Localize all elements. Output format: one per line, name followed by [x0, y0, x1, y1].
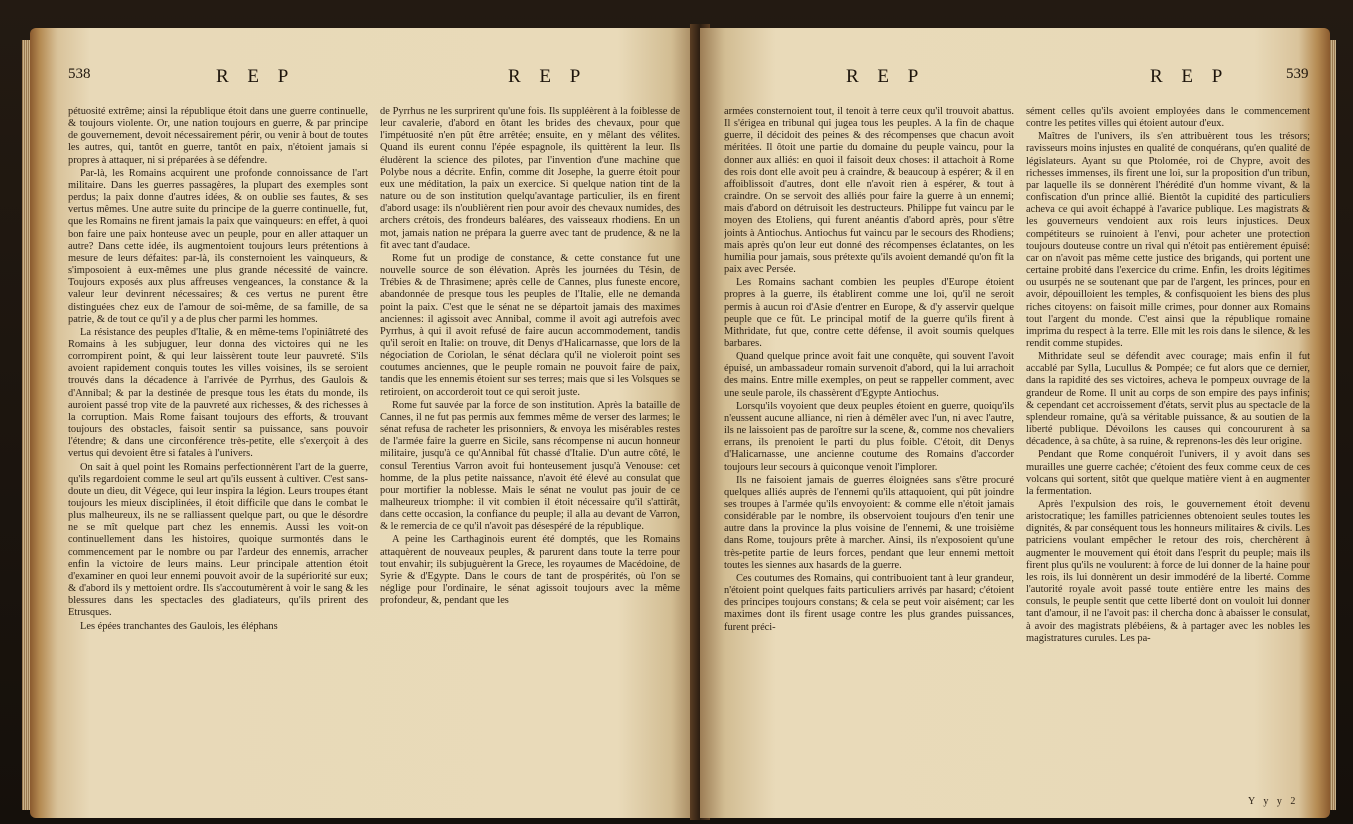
left-page [30, 28, 698, 818]
paragraph: Après l'expulsion des rois, le gouvernement étoit devenu aristocratique; les familles patriciennes obtenoient seules toutes les dignités, & par conséquent tous les honneurs militaires & civils. Les patriciens voulant empêcher le retour des rois, cherchèrent à augmenter le mouvement qui étoit dans l'esprit du peuple; mais ils firent plus qu'ils ne voulurent: à force de lui donner de la haine pour les rois, ils lui donnèrent un desir immodéré de la liberté. Comme l'autorité royale avoit passé toute entière entre les mains des consuls, le peuple sentit que cette liberté dont on vouloit lui donner tant d'amour, il ne l'avoit pas: il chercha donc à abaisser le consulat, à avoir des magistrats plébéiens, & à partager avec les nobles les magistratures curules. Les pa- [1026, 499, 1310, 644]
paragraph: On sait à quel point les Romains perfectionnèrent l'art de la guerre, qu'ils regardoient comme le seul art qu'ils eussent à cultiver. C'est sans-doute un dieu, dit Végece, qui leur inspira la légion. Leurs troupes étant toujours les mieux disciplinées, il étoit difficile que dans le combat le plus malheureux, ils ne se ralliassent quelque part, ou que le désordre ne se mît quelque part chez les ennemis. Aussi les voit-on continuellement dans les histoires, quoique surmontés dans le commencement par le nombre ou par l'ardeur des ennemis, arracher enfin la victoire de leurs mains. Leur principale attention étoit d'examiner en quoi leur ennemi pouvoit avoir de la supériorité sur eux; & d'abord ils y mettoient ordre. Ils s'accoutumèrent à voir le sang & les blessures dans les spectacles des gladiateurs, qu'ils prirent des Etrusques. [68, 461, 368, 619]
paragraph: Pendant que Rome conquéroit l'univers, il y avoit dans ses murailles une guerre cachée; c'étoient des feux comme ceux de ces volcans qui sortent, sitôt que quelque matière vient à en augmenter la fermentation. [1026, 449, 1310, 497]
paragraph: Maîtres de l'univers, ils s'en attribuèrent tous les trésors; ravisseurs moins injustes en qualité de conquérans, qu'en qualité de législateurs. Ayant su que Ptolomée, roi de Chypre, avoit des richesses immenses, ils firent une loi, sur la proposition d'un tribun, par laquelle ils se donnèrent l'hérédité d'un homme vivant, & la confiscation d'un prince allié. Bientôt la cupidité des particuliers acheva ce qui avoit échappé à l'avarice publique. Les magistrats & les gouverneurs vendoient aux rois leurs injustices. Deux compétiteurs se ruinoient à l'envi, pour acheter une protection toujours douteuse contre un rival qui n'étoit pas entièrement épuisé: car on n'avoit pas même cette justice des brigands, qui portent une certaine probité dans l'exercice du crime. Enfin, les droits légitimes ou usurpés ne se soutenant que par de l'argent, les princes, pour en avoir, dépouilloient les temples, & confisquoient les biens des plus riches citoyens: on faisoit mille crimes, pour donner aux Romains tout l'argent du monde. C'est ainsi que la république romaine imprima du respect à la terre. Elle mit les rois dans le silence, & les rendit comme stupides. [1026, 131, 1310, 349]
paragraph: Les Romains sachant combien les peuples d'Europe étoient propres à la guerre, ils établirent comme une loi, qu'il ne seroit permis à aucun roi d'Asie d'entrer en Europe, & d'y asservir quelque peuple que ce fût. Le principal motif de la guerre qu'ils firent à Mithridate, fut que, contre cette défense, il avoit soumis quelques barbares. [724, 277, 1014, 349]
left-page-number: 538 [68, 66, 91, 82]
paragraph: Quand quelque prince avoit fait une conquête, qui souvent l'avoit épuisé, un ambassadeur romain survenoit d'abord, qui la lui arrachoit des mains. Entre mille exemples, on peut se rappeller comment, avec une seule parole, ils chassèrent d'Egypte Antiochus. [724, 351, 1014, 399]
paragraph: Ils ne faisoient jamais de guerres éloignées sans s'être procuré quelques alliés auprès de l'ennemi qu'ils attaquoient, qui pût joindre ses troupes à l'armée qu'ils envoyoient: & comme elle n'étoit jamais considérable par le nombre, ils observoient toujours d'en tenir une autre dans la province la plus voisine de l'ennemi, & une troisième dans Rome, toujours prête à marcher. Ainsi, ils n'exposoient qu'une très-petite partie de leurs forces, pendant que leur ennemi mettoit toutes les siennes aux hasards de la guerre. [724, 474, 1014, 571]
right-head-word-1: R E P [846, 66, 926, 87]
paragraph: pétuosité extrême; ainsi la république étoit dans une guerre continuelle, & toujours violente. Or, une nation toujours en guerre, & par principe de gouvernement, devoit nécessairement périr, ou venir à bout de toutes les autres, qui, tantôt en guerre, tantôt en paix, n'étoient jamais si propres à attaquer, ni si préparées à se défendre. [68, 106, 368, 166]
right-head-word-2: R E P [1150, 66, 1230, 87]
paragraph: Rome fut un prodige de constance, & cette constance fut une nouvelle source de son élévation. Après les journées du Tésin, de Trébies & de Thrasimene; après celle de Cannes, plus funeste encore, abandonnée de presque tous les peuples de l'Italie, elle ne demanda point la paix. C'est que le sénat ne se départoit jamais des maximes anciennes: il agissoit avec Annibal, comme il avoit agi autrefois avec Pyrrhus, à qui il avoit refusé de faire aucun accommodement, tandis qu'il seroit en Italie: on trouve, dit Denys d'Halicarnasse, que lors de la négociation de Coriolan, le sénat déclara qu'il ne violeroit point ses coutumes anciennes, que le peuple romain ne pouvoit faire de paix, tandis que les ennemis étoient sur ses terres; mais que si les Volsques se retiroient, on accorderoit tout ce qui seroit juste. [380, 252, 680, 398]
signature-mark: Y y y 2 [1248, 796, 1299, 807]
paragraph: armées consternoient tout, il tenoit à terre ceux qu'il trouvoit abattus. Il s'érigea en tribunal qui jugea tous les peuples. A la fin de chaque guerre, il décidoit des peines & des récompenses que chacun avoit méritées. Il ôtoit une partie du domaine du peuple vaincu, pour la donner aux alliés: en quoi il faisoit deux choses: il attachoit à Rome des rois dont elle avoit peu à craindre, & beaucoup à espérer; & il en affoiblissoit d'autres, dont elle n'avoit rien à espérer, & tout à craindre. On se servoit des alliés pour faire la guerre à un ennemi; mais d'abord on détruisoit les destructeurs. Philippe fut vaincu par le moyen des Etoliens, qui furent anéantis d'abord après, pour s'être joints à Antiochus. Antiochus fut vaincu par le secours des Rhodiens; mais après qu'on leur eut donné des récompenses éclatantes, on les humilia pour jamais, sous prétexte qu'ils avoient demandé qu'on fît la paix avec Persée. [724, 106, 1014, 276]
left-column-2 [380, 106, 680, 806]
page-edges-left [22, 40, 30, 810]
paragraph: La résistance des peuples d'Italie, & en même-tems l'opiniâtreté des Romains à les subjuguer, leur donna des victoires qui ne les corrompirent point, & qui leur laissèrent toute leur pauvreté. S'ils avoient rapidement conquis toutes les villes voisines, ils se seroient trouvés dans la décadence à l'arrivée de Pyrrhus, des Gaulois & d'Annibal; & par la destinée de presque tous les états du monde, ils auroient passé trop vite de la pauvreté aux richesses, & des richesses à la corruption. Mais Rome faisant toujours des efforts, & trouvant toujours des obstacles, faisoit sentir sa puissance, sans pouvoir l'étendre; & dans une circonférence très-petite, elle s'exerçoit à des vertus qui devoient être si fatales à l'univers. [68, 326, 368, 460]
left-head-word-2: R E P [508, 66, 588, 87]
left-column-1 [68, 106, 368, 806]
paragraph: sément celles qu'ils avoient employées dans le commencement contre les petites villes qui étoient autour d'eux. [1026, 106, 1310, 130]
paragraph: Lorsqu'ils voyoient que deux peuples étoient en guerre, quoiqu'ils n'eussent aucune alliance, ni rien à démêler avec l'un, ni avec l'autre, ils ne laissoient pas de paroître sur la scene, &, comme nos chevaliers errans, ils prenoient le parti du plus foible. C'étoit, dit Denys d'Halicarnasse, une ancienne coutume des Romains d'accorder toujours leur secours à quiconque venoit l'implorer. [724, 400, 1014, 473]
paragraph: Rome fut sauvée par la force de son institution. Après la bataille de Cannes, il ne fut pas permis aux femmes même de verser des larmes; le sénat refusa de racheter les prisonniers, & envoya les misérables restes de l'armée faire la guerre en Sicile, sans récompense ni aucun honneur militaire, jusqu'à ce qu'Annibal fût chassé d'Italie. D'un autre côté, le consul Terentius Varron avoit fui honteusement jusqu'à Venouse: cet homme, de la plus petite naissance, n'avoit été élevé au consulat que pour mortifier la noblesse. Mais le sénat ne voulut pas jouir de ce malheureux triomphe: il vit combien il étoit nécessaire qu'il s'attirât, dans cette occasion, la confiance du peuple; il alla au devant de Varron, & le remercia de ce qu'il n'avoit pas désespéré de la république. [380, 399, 680, 533]
left-running-head [30, 66, 698, 92]
right-running-head [700, 66, 1330, 92]
paragraph: Mithridate seul se défendit avec courage; mais enfin il fut accablé par Sylla, Lucullus & Pompée; ce fut alors que ce dernier, dans la rapidité des ses victoires, acheva le pompeux ouvrage de la grandeur de Rome. Il unit au corps de son empire des pays infinis; & cependant cet accroissement d'états, servit plus au spectacle de la splendeur romaine, qu'à sa véritable puissance, & au soutien de la liberté publique. Dévoilons les causes qui concoururent à sa décadence, à sa chûte, à sa ruine, & reprenons-les dès leur origine. [1026, 351, 1310, 448]
right-column-2 [1026, 106, 1310, 806]
left-head-word-1: R E P [216, 66, 296, 87]
paragraph: Ces coutumes des Romains, qui contribuoient tant à leur grandeur, n'étoient point quelques faits particuliers arrivés par hasard; c'étoient des principes toujours constans; & cela se peut voir aisément; car les maximes dont ils firent usage contre les plus grandes puissances, furent préci- [724, 572, 1014, 633]
right-page [700, 28, 1330, 818]
right-column-1 [724, 106, 1014, 806]
paragraph: Les épées tranchantes des Gaulois, les éléphans [80, 620, 278, 632]
right-page-number: 539 [1286, 66, 1309, 82]
paragraph: de Pyrrhus ne les surprirent qu'une fois. Ils suppléèrent à la foiblesse de leur cavalerie, d'abord en ôtant les brides des chevaux, pour que l'impétuosité n'en pût être arrêtée; ensuite, en y mêlant des vélites. Quand ils eurent connu l'épée espagnole, ils quittèrent la leur. Ils éludèrent la science des pilotes, par l'invention d'une machine que Polybe nous a décrite. Enfin, comme dit Josephe, la guerre étoit pour eux une méditation, la paix un exercice. Si quelque nation tint de la nature ou de son institution quelqu'avantage particulier, ils en firent d'abord usage: ils n'oublièrent rien pour avoir des chevaux numides, des archers crétois, des frondeurs baléares, des vaisseaux rhodiens. En un mot, jamais nation ne prépara la guerre avec tant de prudence, & ne la fit avec tant d'audace. [380, 106, 680, 251]
paragraph: A peine les Carthaginois eurent été domptés, que les Romains attaquèrent de nouveaux peuples, & parurent dans toute la terre pour tout envahir; ils subjuguèrent la Grece, les royaumes de Macédoine, de Syrie & d'Egypte. Dans le cours de tant de prospérités, où l'on se néglige pour l'ordinaire, le sénat agissoit toujours avec la même profondeur, &, pendant que les [380, 534, 680, 607]
paragraph: Par-là, les Romains acquirent une profonde connoissance de l'art militaire. Dans les guerres passagères, la plupart des exemples sont perdus; la paix donne d'autres idées, & on oublie ses fautes, & ses vertus mêmes. Une autre suite du principe de la guerre continuelle, fut, que les Romains ne firent jamais la paix que vainqueurs: en effet, à quoi bon faire une paix honteuse avec un peuple, pour en aller attaquer un autre? Dans cette idée, ils augmentoient toujours leurs prétentions à mesure de leurs défaites: par-là, ils consternoient les vainqueurs, & s'imposoient à eux-mêmes une plus grande nécessité de vaincre. Toujours exposés aux plus affreuses vengeances, la constance & la valeur leur devinrent nécessaires; & ces vertus ne purent être distinguées chez eux de l'amour de soi-même, de sa famille, de sa patrie, & de tout ce qu'il y a de plus cher parmi les hommes. [68, 167, 368, 325]
